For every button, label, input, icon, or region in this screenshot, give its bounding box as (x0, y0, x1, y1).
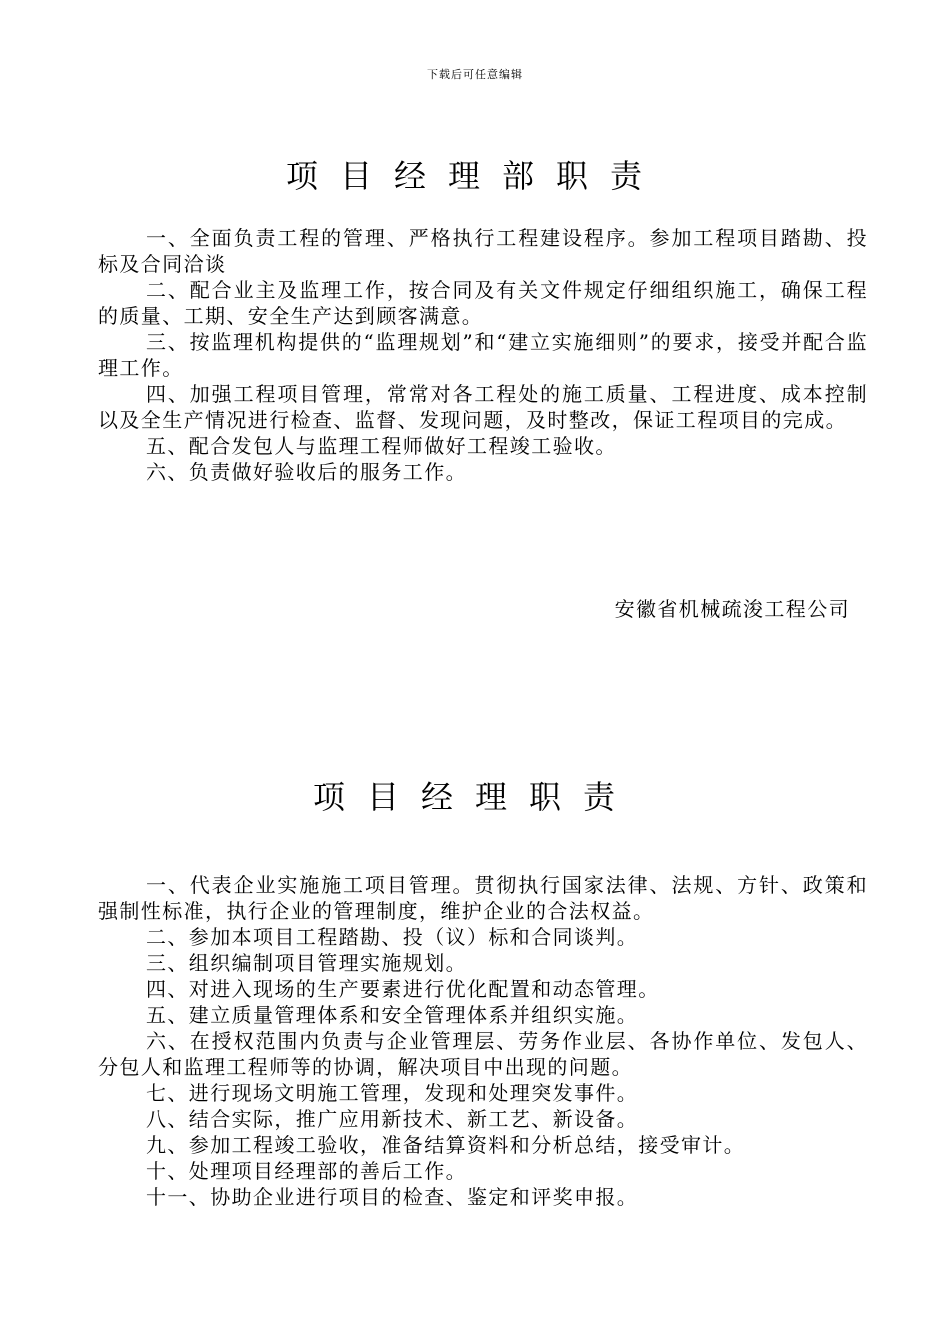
section1-paragraph-5: 五、配合发包人与监理工程师做好工程竣工验收。 (146, 434, 617, 458)
section2-paragraph-3: 三、组织编制项目管理实施规划。 (146, 951, 467, 975)
section2-paragraph-1: 一、代表企业实施施工项目管理。贯彻执行国家法律、法规、方针、政策和强制性标准，执行企业的管理制度，维护企业的合法权益。 (98, 873, 868, 923)
section1-paragraph-3: 三、按监理机构提供的“监理规划”和“建立实施细则”的要求，接受并配合监理工作。 (98, 330, 868, 380)
section1-paragraph-6: 六、负责做好验收后的服务工作。 (146, 460, 467, 484)
section2-paragraph-2: 二、参加本项目工程踏勘、投（议）标和合同谈判。 (146, 925, 639, 949)
section1-paragraph-1: 一、全面负责工程的管理、严格执行工程建设程序。参加工程项目踏勘、投标及合同洽谈 (98, 226, 868, 276)
section2-paragraph-8: 八、结合实际，推广应用新技术、新工艺、新设备。 (146, 1107, 639, 1131)
section2-body (98, 872, 868, 1210)
section1-title: 项目经理部职责 (285, 157, 664, 195)
section1-paragraph-4: 四、加强工程项目管理，常常对各工程处的施工质量、工程进度、成本控制以及全生产情况进行检查、监督、发现问题，及时整改，保证工程项目的完成。 (98, 382, 868, 432)
section2-paragraph-7: 七、进行现场文明施工管理，发现和处理突发事件。 (146, 1081, 639, 1105)
section2-paragraph-6: 六、在授权范围内负责与企业管理层、劳务作业层、各协作单位、发包人、分包人和监理工程师等的协调，解决项目中出现的问题。 (98, 1029, 868, 1079)
section2-paragraph-4: 四、对进入现场的生产要素进行优化配置和动态管理。 (146, 977, 660, 1001)
section2-title: 项目经理职责 (312, 778, 637, 816)
section1-body (98, 225, 868, 485)
section2-paragraph-9: 九、参加工程竣工验收，准备结算资料和分析总结，接受审计。 (146, 1133, 746, 1157)
section1-paragraph-2: 二、配合业主及监理工作，按合同及有关文件规定仔细组织施工，确保工程的质量、工期、安全生产达到顾客满意。 (98, 278, 868, 328)
company-signature: 安徽省机械疏浚工程公司 (614, 597, 850, 621)
section2-paragraph-10: 十、处理项目经理部的善后工作。 (146, 1159, 467, 1183)
section2-paragraph-11: 十一、协助企业进行项目的检查、鉴定和评奖申报。 (146, 1185, 639, 1209)
header-note: 下载后可任意编辑 (427, 68, 523, 81)
section2-paragraph-5: 五、建立质量管理体系和安全管理体系并组织实施。 (146, 1003, 639, 1027)
